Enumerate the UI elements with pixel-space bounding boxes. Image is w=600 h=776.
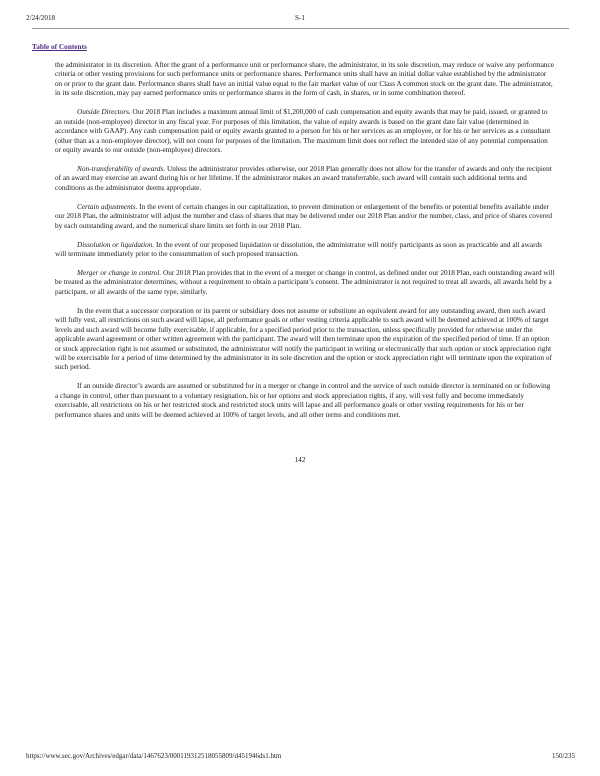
paragraph-heading: Outside Directors. — [77, 108, 131, 117]
footer-url: https://www.sec.gov/Archives/edgar/data/1467623/000119312518055809/d451946ds1.htm — [26, 752, 282, 760]
paragraph-performance-continued — [55, 61, 555, 99]
paragraph-outside-director-awards — [55, 382, 555, 420]
paragraph-successor-corporation — [55, 307, 555, 373]
paragraph-heading: Merger or change in control. — [77, 268, 162, 277]
footer-page-count: 150/235 — [552, 752, 575, 760]
document-body — [55, 61, 555, 430]
paragraph-text: Unless the administrator provides otherwise, our 2018 Plan generally does not allow for the transfer of awards and only the recipient of an award may exercise an award during his or her lifetime. If the administrator makes an award transferrable, such award will contain such additional terms and conditions as the administrator deems appropriate. — [55, 164, 552, 192]
paragraph-heading: Non-transferability of awards. — [77, 164, 166, 173]
paragraph-heading: Certain adjustments. — [77, 202, 138, 211]
table-of-contents-link[interactable]: Table of Contents — [32, 42, 87, 51]
paragraph-text: In the event of certain changes in our capitalization, to prevent diminution or enlargement of the benefits or potential benefits available under our 2018 Plan, the administrator will adjust the number and class of shares that may be delivered under our 2018 Plan and/or the number, class, and price of shares covered by each outstanding award, and the numerical share limits set forth in our 2018 Plan. — [55, 202, 553, 230]
paragraph-text: In the event of our proposed liquidation or dissolution, the administrator will notify participants as soon as practicable and all awards will terminate immediately prior to the consummation of such proposed transaction. — [55, 240, 542, 258]
paragraph-merger — [55, 269, 555, 297]
paragraph-text: the administrator in its discretion. After the grant of a performance unit or performance share, the administrator, in its sole discretion, may reduce or waive any performance criteria or other vesting provisions for such performance units or performance shares. Performance units shall have an initial dollar value established by the administrator on or prior to the grant date. Performance shares shall have an initial value equal to the fair market value of our Class A common stock on the grant date. The administrator, in its sole discretion, may pay earned performance units or performance shares in the form of cash, in shares, or in some combination thereof. — [55, 61, 554, 98]
paragraph-heading: Dissolution or liquidation. — [77, 240, 155, 249]
paragraph-outside-directors — [55, 108, 555, 155]
paragraph-dissolution — [55, 241, 555, 260]
header-divider — [32, 28, 569, 29]
paragraph-text: Our 2018 Plan includes a maximum annual limit of $1,200,000 of cash compensation and equity awards that may be paid, issued, or granted to an outside (non-employee) director in any fiscal year. For purposes of this limitation, the value of equity awards is based on the grant date fair value (determined in accordance with GAAP). Any cash compensation paid or equity awards granted to a person for his or her services as an employee, or for his or her services as a consultant (other than as a non-employee director), will not count for purposes of the limitation. The maximum limit does not reflect the intended size of any potential compensation or equity awards to our outside (non-employee) directors. — [55, 108, 551, 155]
paragraph-text: Our 2018 Plan provides that in the event of a merger or change in control, as defined under our 2018 Plan, each outstanding award will be treated as the administrator determines, without a requirement to obtain a participant’s consent. The administrator is not required to treat all awards, all awards held by a participant, or all awards of the same type, similarly. — [55, 268, 555, 296]
print-date: 2/24/2018 — [26, 14, 56, 22]
page-number: 142 — [294, 455, 306, 464]
paragraph-certain-adjustments — [55, 203, 555, 231]
paragraph-non-transferability — [55, 165, 555, 193]
document-title: S-1 — [295, 14, 305, 22]
paragraph-text: If an outside director’s awards are assumed or substituted for in a merger or change in control and the service of such outside director is terminated on or following a change in control, other than pursuant to a voluntary resignation, his or her options and stock appreciation rights, if any, will vest fully and become immediately exercisable, all restrictions on his or her restricted stock and restricted stock units will lapse and all performance goals or other vesting requirements for his or her performance shares and units will be deemed achieved at 100% of target levels, and all other terms and conditions met. — [55, 382, 551, 419]
paragraph-text: In the event that a successor corporation or its parent or subsidiary does not assume or substitute an equivalent award for any outstanding award, then such award will fully vest, all restrictions on such award will lapse, all performance goals or other vesting criteria applicable to such award will be deemed achieved at 100% of target levels and such award will become fully exercisable, if applicable, for a specified period prior to the transaction, unless specifically provided for otherwise under the applicable award agreement or other written agreement with the participant. The award will then terminate upon the expiration of the specified period of time. If an option or stock appreciation right is not assumed or substituted, the administrator will notify the participant in writing or electronically that such option or stock appreciation right will be exercisable for a period of time determined by the administrator in its sole discretion and the option or stock appreciation right will terminate upon the expiration of such period. — [55, 306, 552, 372]
